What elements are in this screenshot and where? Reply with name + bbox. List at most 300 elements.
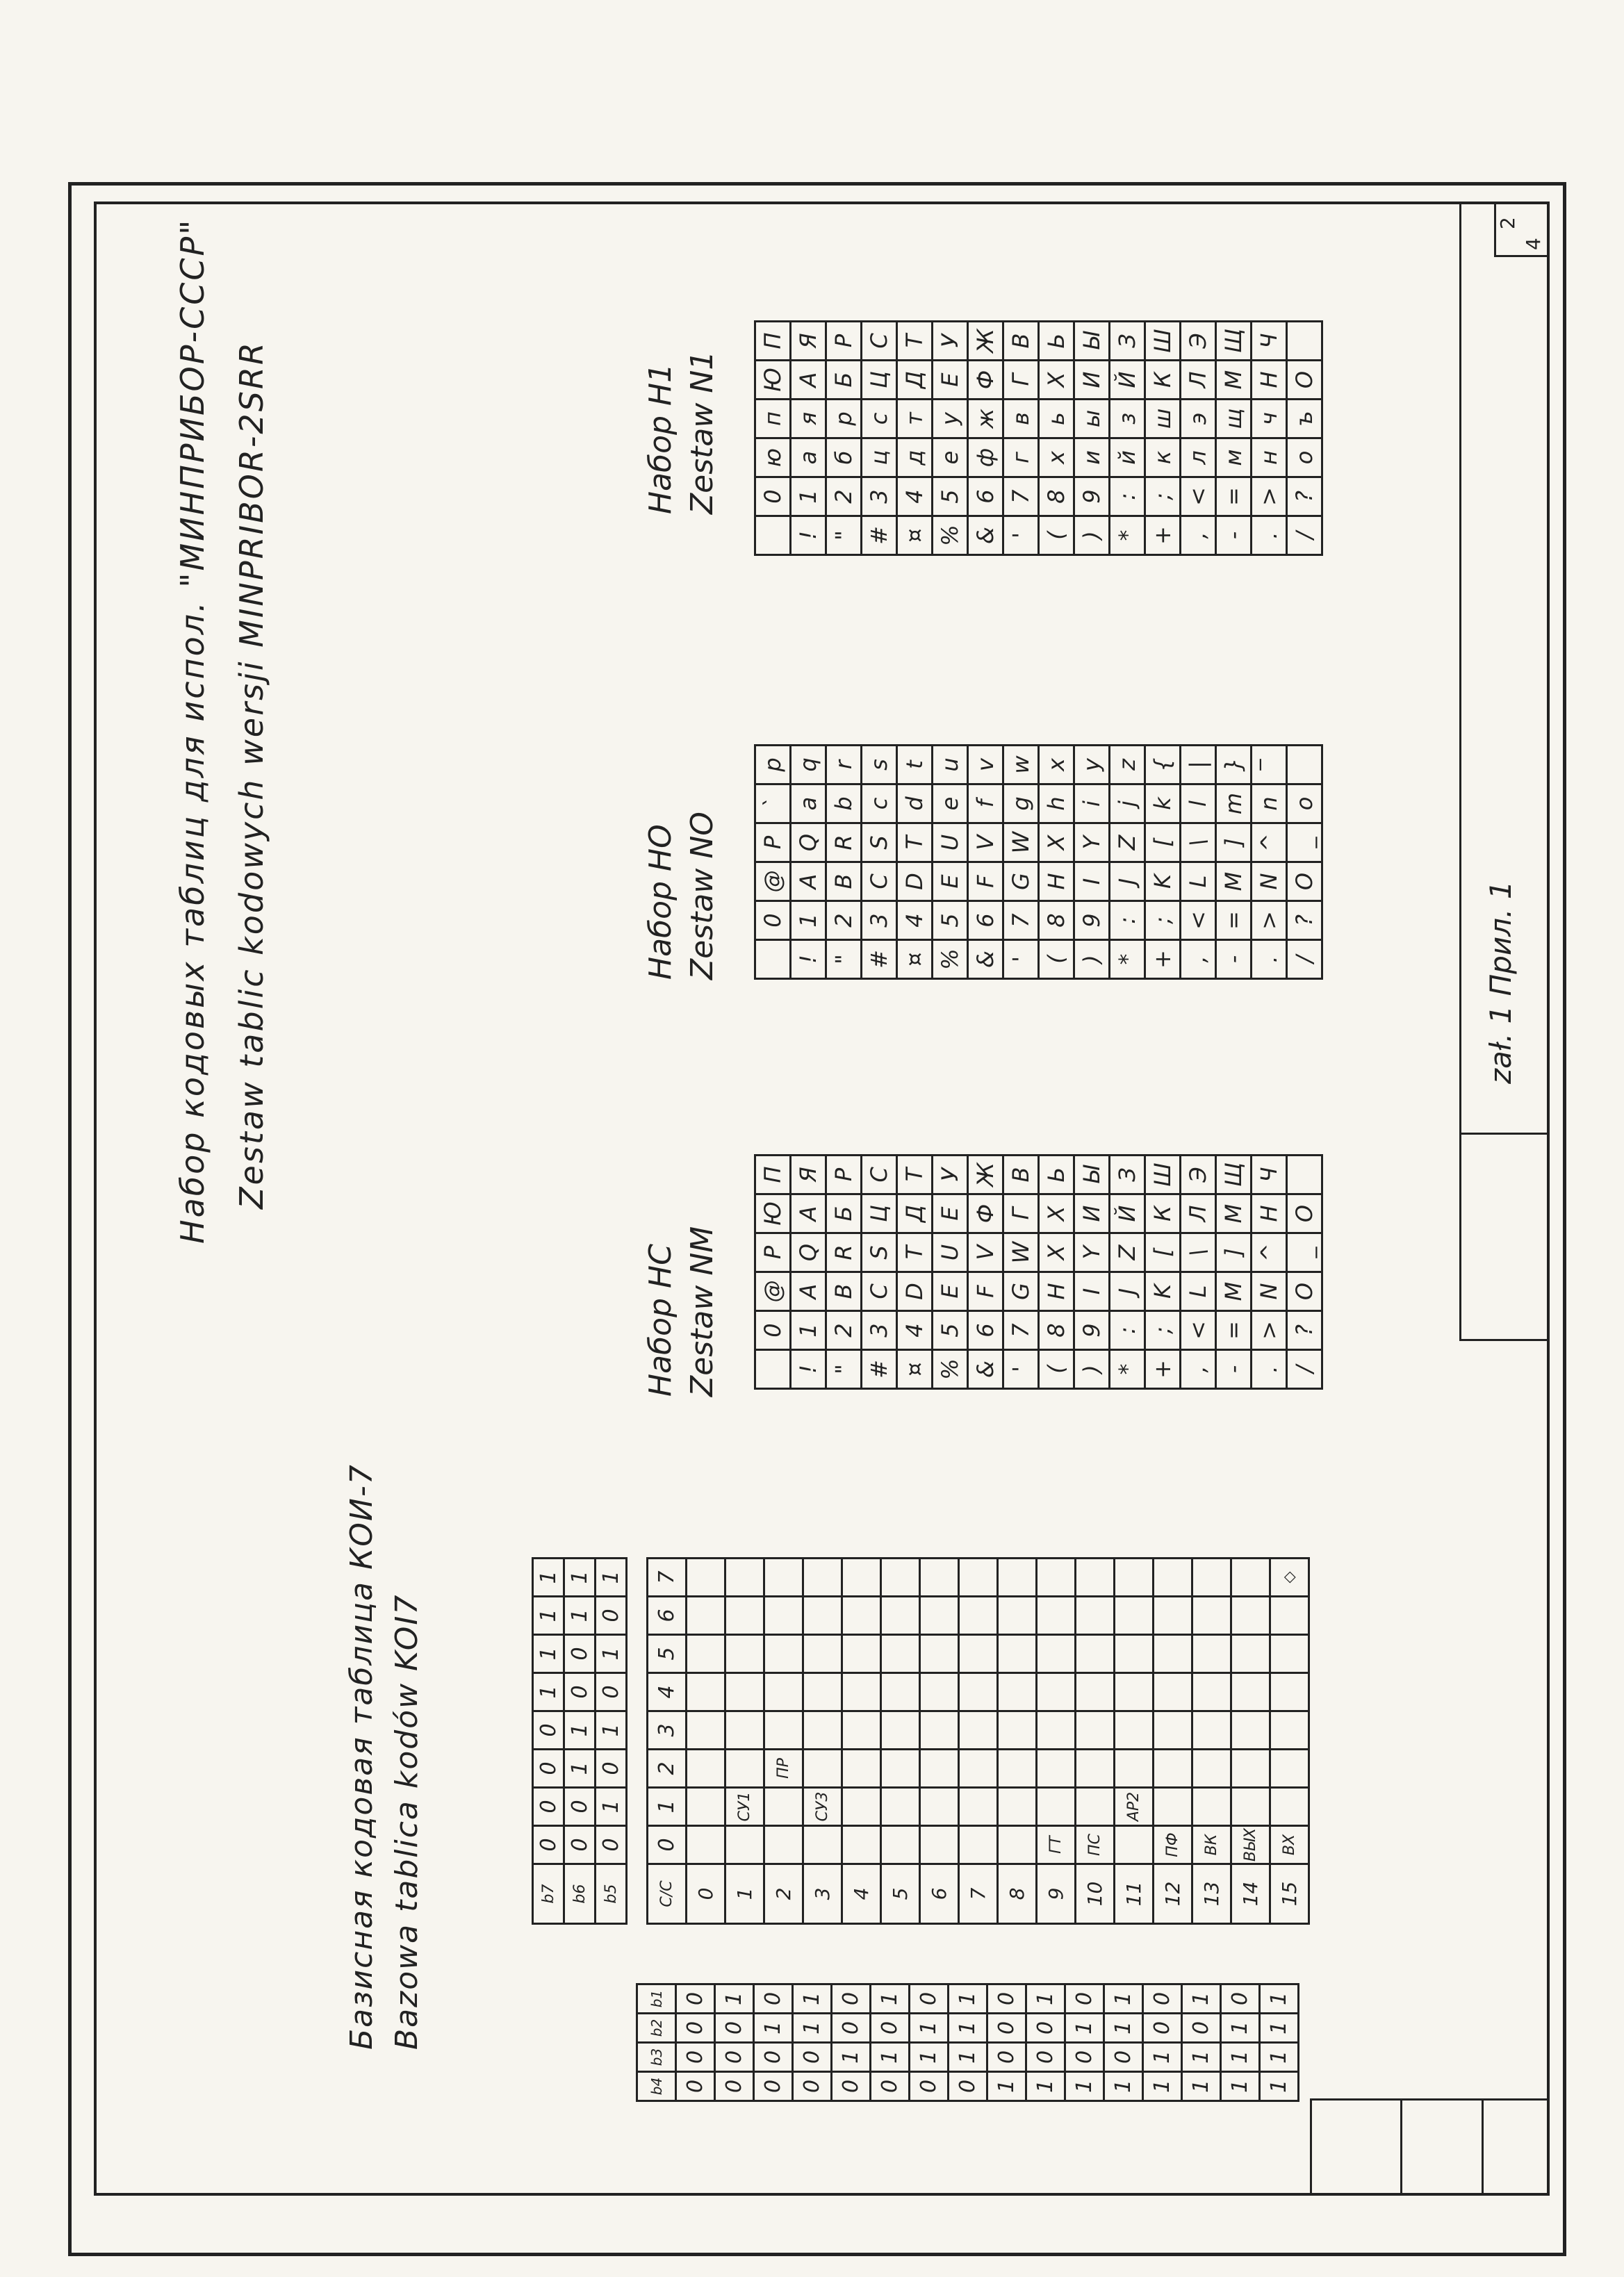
- char-cell: h: [1039, 784, 1074, 823]
- bit-cell: 1: [832, 2043, 871, 2072]
- base-table-title-pl: Bazowa tablica kodów KOI7: [389, 1593, 425, 2050]
- bit-cell: 1: [910, 2043, 949, 2072]
- bit-cell: 0: [676, 1984, 715, 2014]
- char-cell: o: [1287, 784, 1322, 823]
- koi7-cell: [1270, 1750, 1309, 1788]
- koi7-cell: [881, 1750, 920, 1788]
- char-cell: Г: [1003, 1194, 1039, 1233]
- char-row: [1110, 322, 1145, 555]
- koi7-cell: ГТ: [1037, 1826, 1076, 1864]
- char-cell: E: [933, 862, 968, 901]
- bit-cell: 0: [1026, 2043, 1065, 2072]
- koi7-cell: [764, 1635, 803, 1673]
- koi7-cell: ◇: [1270, 1559, 1309, 1597]
- char-cell: Ч: [1252, 1156, 1287, 1194]
- col-bits-row-b6: [564, 1559, 596, 1924]
- char-cell: z: [1110, 746, 1145, 784]
- koi7-row-number: 8: [998, 1864, 1037, 1924]
- koi7-row-number: 14: [1231, 1864, 1270, 1924]
- char-cell: &: [968, 516, 1003, 555]
- char-cell: Д: [897, 1194, 933, 1233]
- koi7-cell: [1115, 1559, 1154, 1597]
- char-cell: =: [1216, 477, 1252, 516]
- char-cell: s: [862, 746, 897, 784]
- bit-cell: 1: [1221, 2043, 1260, 2072]
- char-cell: N: [1252, 1272, 1287, 1311]
- bit-cell: 1: [949, 1984, 987, 2014]
- koi7-row: [881, 1559, 920, 1924]
- bit-cell: 0: [871, 2014, 910, 2043]
- bit-cell: 0: [1065, 2043, 1104, 2072]
- bit-cell: 0: [676, 2014, 715, 2043]
- char-cell: Ы: [1074, 322, 1110, 361]
- char-cell: !: [791, 516, 826, 555]
- char-cell: Е: [933, 361, 968, 400]
- koi7-cell: [1231, 1788, 1270, 1826]
- char-cell: А: [791, 361, 826, 400]
- koi7-cell: [842, 1673, 881, 1711]
- koi7-cell: [1076, 1750, 1115, 1788]
- char-row: [1003, 746, 1039, 979]
- koi7-cell: [1115, 1826, 1154, 1864]
- char-cell: ): [1074, 1350, 1110, 1389]
- char-cell: 0: [755, 477, 791, 516]
- char-cell: R: [826, 1233, 862, 1272]
- koi7-cell: [1270, 1597, 1309, 1635]
- koi7-cell: [725, 1750, 764, 1788]
- char-cell: r: [826, 746, 862, 784]
- char-cell: %: [933, 516, 968, 555]
- char-cell: ,: [1181, 1350, 1216, 1389]
- char-cell: Э: [1181, 322, 1216, 361]
- char-cell: У: [933, 1156, 968, 1194]
- char-cell: Q: [791, 1233, 826, 1272]
- char-cell: F: [968, 862, 1003, 901]
- char-cell: р: [826, 400, 862, 438]
- koi7-cell: [1037, 1750, 1076, 1788]
- char-cell: C: [862, 1272, 897, 1311]
- char-cell: l: [1181, 784, 1216, 823]
- char-row: [1181, 746, 1216, 979]
- koi7-cell: [764, 1597, 803, 1635]
- char-cell: 4: [897, 477, 933, 516]
- col-bit-cell: 0: [596, 1750, 627, 1788]
- koi7-cell: [959, 1826, 998, 1864]
- char-cell: Э: [1181, 1156, 1216, 1194]
- col-bit-cell: 0: [596, 1673, 627, 1711]
- koi7-cell: ПС: [1076, 1826, 1115, 1864]
- char-cell: ь: [1039, 400, 1074, 438]
- char-cell: Q: [791, 823, 826, 862]
- char-cell: ]: [1216, 823, 1252, 862]
- char-cell: [: [1145, 823, 1181, 862]
- char-cell: э: [1181, 400, 1216, 438]
- char-cell: [1287, 1156, 1322, 1194]
- bit-cell: 1: [1260, 2043, 1299, 2072]
- bit-row: [1221, 1984, 1260, 2101]
- koi7-cell: [1037, 1559, 1076, 1597]
- col-bits-row-b5: [596, 1559, 627, 1924]
- koi7-row: [959, 1559, 998, 1924]
- koi7-cell: ВЫХ: [1231, 1826, 1270, 1864]
- col-bit-cell: b6: [564, 1864, 596, 1924]
- char-cell: !: [791, 1350, 826, 1389]
- char-cell: B: [826, 1272, 862, 1311]
- char-cell: :: [1110, 477, 1145, 516]
- col-bit-cell: 0: [533, 1711, 564, 1750]
- bit-cell: 0: [793, 2043, 832, 2072]
- char-cell: <: [1181, 477, 1216, 516]
- char-cell: !: [791, 940, 826, 979]
- char-cell: ¤: [897, 1350, 933, 1389]
- char-cell: И: [1074, 1194, 1110, 1233]
- char-cell: н: [1252, 438, 1287, 477]
- bit-cell: 0: [754, 2043, 793, 2072]
- char-cell: О: [1287, 361, 1322, 400]
- bit-cell: 1: [793, 1984, 832, 2014]
- char-cell: A: [791, 1272, 826, 1311]
- char-cell: Л: [1181, 1194, 1216, 1233]
- koi7-cell: [881, 1635, 920, 1673]
- col-bit-cell: 1: [564, 1559, 596, 1597]
- col-bit-cell: 0: [533, 1750, 564, 1788]
- char-cell: ": [826, 1350, 862, 1389]
- char-row: [1252, 322, 1287, 555]
- koi7-cell: [803, 1711, 842, 1750]
- char-cell: M: [1216, 862, 1252, 901]
- col-bit-cell: 1: [596, 1788, 627, 1826]
- char-cell: К: [1145, 1194, 1181, 1233]
- char-cell: у: [933, 400, 968, 438]
- char-cell: <: [1181, 1311, 1216, 1350]
- koi7-cell: [725, 1826, 764, 1864]
- koi7-cell: [959, 1711, 998, 1750]
- char-cell: 8: [1039, 901, 1074, 940]
- koi7-cell: СУ1: [725, 1788, 764, 1826]
- bit-header-table: [636, 1983, 1299, 2102]
- koi7-cell: [1231, 1597, 1270, 1635]
- bit-cell: 0: [715, 2014, 754, 2043]
- char-cell: с: [862, 400, 897, 438]
- bit-row: [949, 1984, 987, 2101]
- koi7-cell: [1231, 1673, 1270, 1711]
- bit-cell: 0: [715, 2043, 754, 2072]
- koi7-row: [998, 1559, 1037, 1924]
- char-cell: (: [1039, 940, 1074, 979]
- koi7-cell: [1154, 1750, 1192, 1788]
- koi7-cell: [920, 1635, 959, 1673]
- char-cell: ;: [1145, 477, 1181, 516]
- koi7-cell: [1270, 1711, 1309, 1750]
- koi7-cell: СУ3: [803, 1788, 842, 1826]
- char-set-n1-table: [754, 320, 1323, 556]
- bit-cell: 0: [676, 2043, 715, 2072]
- char-cell: =: [1216, 1311, 1252, 1350]
- char-cell: >: [1252, 901, 1287, 940]
- bit-cell: 0: [676, 2072, 715, 2101]
- char-row: [1039, 746, 1074, 979]
- col-bit-cell: 1: [533, 1635, 564, 1673]
- col-bit-cell: 1: [533, 1559, 564, 1597]
- bit-row: [1065, 1984, 1104, 2101]
- bit-cell: 0: [987, 2043, 1026, 2072]
- char-cell: ‾: [1252, 746, 1287, 784]
- char-cell: H: [1039, 862, 1074, 901]
- char-cell: b: [826, 784, 862, 823]
- bit-cell: 0: [1026, 2014, 1065, 2043]
- char-cell: K: [1145, 862, 1181, 901]
- char-row: [1003, 1156, 1039, 1389]
- koi7-cell: [842, 1559, 881, 1597]
- bit-cell: 1: [987, 2072, 1026, 2101]
- char-cell: .: [1252, 516, 1287, 555]
- char-cell: (: [1039, 1350, 1074, 1389]
- koi7-cell: [920, 1788, 959, 1826]
- koi7-row-number: 15: [1270, 1864, 1309, 1924]
- bit-row: [715, 1984, 754, 2101]
- char-cell: Р: [826, 1156, 862, 1194]
- char-cell: k: [1145, 784, 1181, 823]
- bit-row: [910, 1984, 949, 2101]
- char-cell: з: [1110, 400, 1145, 438]
- char-cell: e: [933, 784, 968, 823]
- bit-label: b3: [637, 2043, 676, 2072]
- char-cell: 5: [933, 477, 968, 516]
- bit-cell: 1: [1026, 1984, 1065, 2014]
- char-cell: Н: [1252, 1194, 1287, 1233]
- char-cell: :: [1110, 901, 1145, 940]
- koi7-cell: [1037, 1597, 1076, 1635]
- char-cell: W: [1003, 1233, 1039, 1272]
- char-cell: д: [897, 438, 933, 477]
- col-bit-cell: b5: [596, 1864, 627, 1924]
- char-row: [1252, 1156, 1287, 1389]
- bit-cell: 0: [832, 1984, 871, 2014]
- char-cell: 3: [862, 901, 897, 940]
- koi7-cell: [687, 1635, 725, 1673]
- koi7-cell: [764, 1559, 803, 1597]
- char-cell: Ь: [1039, 1156, 1074, 1194]
- char-row: [862, 746, 897, 979]
- char-cell: 4: [897, 901, 933, 940]
- char-cell: \: [1181, 823, 1216, 862]
- koi7-cell: [687, 1750, 725, 1788]
- char-cell: ?: [1287, 901, 1322, 940]
- char-row: [897, 322, 933, 555]
- char-cell: Я: [791, 322, 826, 361]
- koi7-row-number: 3: [803, 1864, 842, 1924]
- bit-cell: 0: [754, 2072, 793, 2101]
- bit-cell: 1: [1260, 2014, 1299, 2043]
- col-bit-cell: 1: [596, 1559, 627, 1597]
- char-cell: K: [1145, 1272, 1181, 1311]
- char-cell: й: [1110, 438, 1145, 477]
- bit-row: [1260, 1984, 1299, 2101]
- koi7-cell: [881, 1673, 920, 1711]
- char-cell: 5: [933, 901, 968, 940]
- bit-cell: 1: [910, 2014, 949, 2043]
- set-no-title-ru: Набор НО: [643, 824, 678, 980]
- bit-row: [676, 1984, 715, 2101]
- char-cell: [755, 940, 791, 979]
- char-cell: Т: [897, 322, 933, 361]
- koi7-cell: [1192, 1711, 1231, 1750]
- char-row: [1287, 746, 1322, 979]
- koi7-cell: [803, 1750, 842, 1788]
- char-row: [1074, 322, 1110, 555]
- koi7-cell: [687, 1673, 725, 1711]
- bit-cell: 0: [910, 1984, 949, 2014]
- char-row: [791, 322, 826, 555]
- char-cell: З: [1110, 1156, 1145, 1194]
- char-cell: Ж: [968, 1156, 1003, 1194]
- koi7-cell: [803, 1597, 842, 1635]
- char-cell: к: [1145, 438, 1181, 477]
- sheet-total: 4: [1522, 238, 1545, 250]
- col-bit-cell: 0: [596, 1597, 627, 1635]
- koi7-cell: [1154, 1597, 1192, 1635]
- char-cell: Щ: [1216, 1156, 1252, 1194]
- char-cell: ю: [755, 438, 791, 477]
- char-row: [1110, 746, 1145, 979]
- koi7-cell: [842, 1750, 881, 1788]
- char-cell: Y: [1074, 823, 1110, 862]
- koi7-cell: [803, 1826, 842, 1864]
- char-cell: В: [1003, 322, 1039, 361]
- koi7-cell: [1076, 1559, 1115, 1597]
- char-cell: ц: [862, 438, 897, 477]
- char-cell: в: [1003, 400, 1039, 438]
- col-bit-cell: 1: [596, 1635, 627, 1673]
- koi7-cell: [920, 1597, 959, 1635]
- koi7-cell: [1192, 1750, 1231, 1788]
- char-cell: `: [755, 784, 791, 823]
- char-cell: Ф: [968, 1194, 1003, 1233]
- rotated-content: [94, 202, 1550, 2196]
- koi7-cell: [920, 1559, 959, 1597]
- char-cell: -: [1216, 940, 1252, 979]
- char-cell: Ц: [862, 361, 897, 400]
- char-set-nc-table: [754, 1154, 1323, 1390]
- char-cell: {: [1145, 746, 1181, 784]
- char-cell: 4: [897, 1311, 933, 1350]
- koi7-cell: [1231, 1750, 1270, 1788]
- koi7-cell: [1192, 1559, 1231, 1597]
- koi7-cell: [920, 1673, 959, 1711]
- char-cell: i: [1074, 784, 1110, 823]
- char-row: [1145, 746, 1181, 979]
- char-cell: -: [1216, 516, 1252, 555]
- char-cell: c: [862, 784, 897, 823]
- koi7-column-number: 5: [648, 1635, 687, 1673]
- bit-cell: 0: [987, 1984, 1026, 2014]
- char-set-no-table: [754, 744, 1323, 980]
- char-cell: 7: [1003, 477, 1039, 516]
- char-cell: 6: [968, 477, 1003, 516]
- char-cell: X: [1039, 823, 1074, 862]
- char-cell: T: [897, 823, 933, 862]
- bit-cell: 1: [871, 1984, 910, 2014]
- koi7-cell: [1192, 1635, 1231, 1673]
- koi7-cell: [687, 1597, 725, 1635]
- char-cell: p: [755, 746, 791, 784]
- koi7-cell: [842, 1711, 881, 1750]
- char-cell: f: [968, 784, 1003, 823]
- koi7-cell: [1076, 1788, 1115, 1826]
- koi7-cell: [764, 1826, 803, 1864]
- char-cell: C: [862, 862, 897, 901]
- char-cell: [1287, 322, 1322, 361]
- char-cell: а: [791, 438, 826, 477]
- koi7-cell: [725, 1559, 764, 1597]
- koi7-row: [1076, 1559, 1115, 1924]
- bit-cell: 1: [715, 1984, 754, 2014]
- koi7-column-number: 3: [648, 1711, 687, 1750]
- koi7-row-number: 2: [764, 1864, 803, 1924]
- char-cell: ]: [1216, 1233, 1252, 1272]
- char-cell: .: [1252, 1350, 1287, 1389]
- bit-row: [871, 1984, 910, 2101]
- char-cell: 1: [791, 477, 826, 516]
- bit-label: b2: [637, 2014, 676, 2043]
- char-cell: >: [1252, 1311, 1287, 1350]
- char-cell: [: [1145, 1233, 1181, 1272]
- char-cell: J: [1110, 1272, 1145, 1311]
- char-cell: <: [1181, 901, 1216, 940]
- char-row: [1216, 746, 1252, 979]
- title-block-right-cells: [1459, 1133, 1550, 1341]
- koi7-column-number: 2: [648, 1750, 687, 1788]
- bit-cell: 0: [1065, 1984, 1104, 2014]
- koi7-cell: [687, 1711, 725, 1750]
- char-row: [826, 322, 862, 555]
- char-cell: G: [1003, 1272, 1039, 1311]
- char-cell: Б: [826, 361, 862, 400]
- char-cell: о: [1287, 438, 1322, 477]
- char-cell: Н: [1252, 361, 1287, 400]
- char-row: [968, 746, 1003, 979]
- char-cell: Ж: [968, 322, 1003, 361]
- koi7-row: [687, 1559, 725, 1924]
- bit-cell: 1: [949, 2014, 987, 2043]
- main-title-pl: Zestaw tablic kodowych wersji MINPRIBOR-2SRR: [233, 340, 270, 1209]
- char-cell: М: [1216, 361, 1252, 400]
- char-cell: ;: [1145, 901, 1181, 940]
- bit-cell: 1: [1104, 2014, 1143, 2043]
- koi7-cell: [842, 1635, 881, 1673]
- bit-cell: 1: [1026, 2072, 1065, 2101]
- char-cell: Ы: [1074, 1156, 1110, 1194]
- koi7-cell: [1115, 1711, 1154, 1750]
- col-bit-cell: 0: [533, 1826, 564, 1864]
- koi7-column-number: 1: [648, 1788, 687, 1826]
- koi7-column-number: 6: [648, 1597, 687, 1635]
- koi7-column-number: 7: [648, 1559, 687, 1597]
- char-cell: =: [1216, 901, 1252, 940]
- char-row: [1181, 322, 1216, 555]
- char-cell: 3: [862, 477, 897, 516]
- koi7-row: [1037, 1559, 1076, 1924]
- char-cell: Ф: [968, 361, 1003, 400]
- koi7-row: [1231, 1559, 1270, 1924]
- char-cell: ): [1074, 940, 1110, 979]
- char-row: [862, 322, 897, 555]
- char-cell: Р: [826, 322, 862, 361]
- char-cell: @: [755, 1272, 791, 1311]
- koi7-row: [1270, 1559, 1309, 1924]
- char-cell: m: [1216, 784, 1252, 823]
- koi7-cell: [1037, 1635, 1076, 1673]
